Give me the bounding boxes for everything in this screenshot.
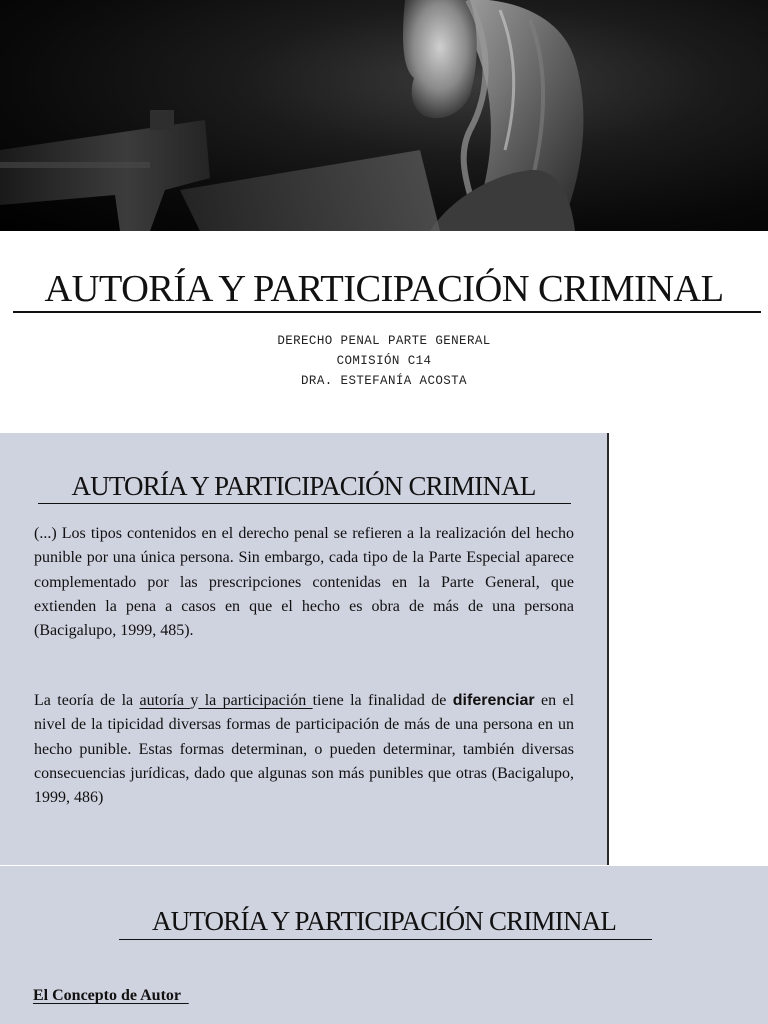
cover-subtitle <box>0 331 768 391</box>
p2-term-diferenciar: diferenciar <box>452 692 535 709</box>
p2-term-autoria: autoría <box>139 692 191 709</box>
cover-title: AUTORÍA Y PARTICIPACIÓN CRIMINAL <box>44 268 724 310</box>
cover-title-area <box>0 231 768 433</box>
slide-3 <box>0 866 768 1024</box>
p2-text-3: tiene la finalidad de <box>312 692 453 709</box>
cover-title-underline <box>13 311 761 313</box>
p2-text-4: en el nivel de la tipicidad diversas formas de participación de más de una persona en un hecho punible. Estas formas determinan, o pueden determinar, también diversas consecuencias jurídicas, dado que algunas son más punibles que otras (Bacigalupo, 1999, 486) <box>34 692 575 807</box>
slide-3-title-underline <box>119 939 652 940</box>
woman-with-pistol-illustration <box>0 0 768 231</box>
slide-2-margin <box>609 433 768 865</box>
slide-2-paragraph-1: (...) Los tipos contenidos en el derecho penal se refieren a la realización del hecho punible por una única persona. Sin embargo, cada tipo de la Parte Especial aparece complementado por las prescripciones contenidas en la Parte General, que extienden la pena a casos en que el hecho es obra de más de una persona (Bacigalupo, 1999, 485). <box>34 525 574 640</box>
slide-2-title: AUTORÍA Y PARTICIPACIÓN CRIMINAL <box>71 471 536 501</box>
slide-3-subheading: El Concepto de Autor <box>33 987 189 1004</box>
subtitle-line-professor: DRA. ESTEFANÍA ACOSTA <box>301 374 467 388</box>
subtitle-line-course: DERECHO PENAL PARTE GENERAL <box>277 334 491 348</box>
slide-2-paragraph-2 <box>34 689 574 810</box>
p2-text-2: y <box>190 692 199 709</box>
cover-photo <box>0 0 768 231</box>
slide-2 <box>0 433 607 865</box>
slide-2-title-underline <box>38 503 571 504</box>
p2-term-participacion: la participación <box>198 692 313 709</box>
subtitle-line-commission: COMISIÓN C14 <box>336 354 432 368</box>
p2-text-1: La teoría de la <box>34 692 140 709</box>
slide-3-title: AUTORÍA Y PARTICIPACIÓN CRIMINAL <box>151 906 617 936</box>
